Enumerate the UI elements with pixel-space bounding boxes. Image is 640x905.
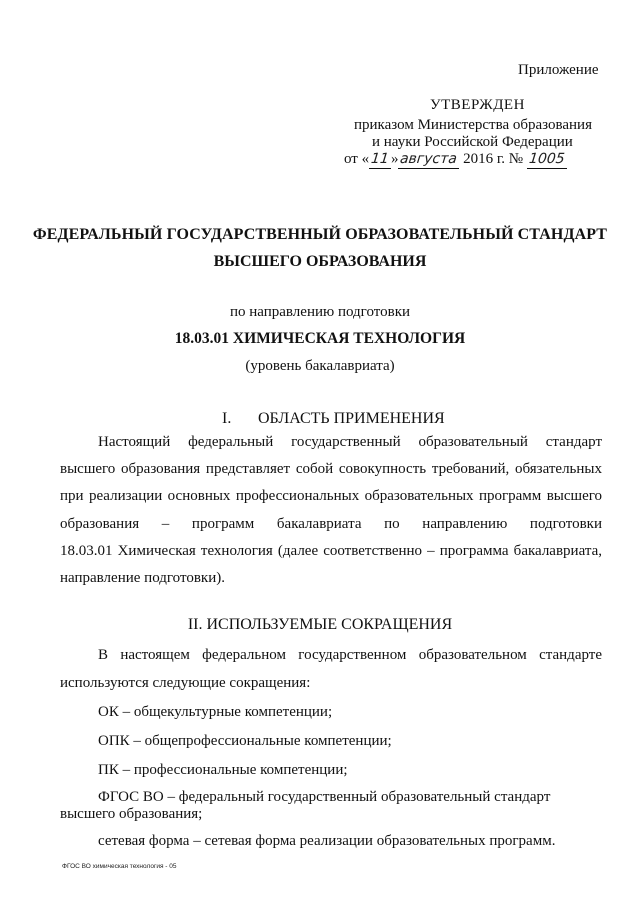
abbrev-item-fgos-cont: высшего образования; bbox=[60, 806, 203, 822]
order-date-prefix: от « bbox=[344, 151, 370, 167]
abbrev-item-opk: ОПК – общепрофессиональные компетенции; bbox=[98, 733, 392, 749]
direction-code: 18.03.01 ХИМИЧЕСКАЯ ТЕХНОЛОГИЯ bbox=[174, 330, 466, 347]
direction-label: по направлению подготовки bbox=[229, 304, 411, 320]
order-line-2: и науки Российской Федерации bbox=[372, 134, 573, 150]
order-month-field bbox=[398, 151, 459, 169]
education-level: (уровень бакалавриата) bbox=[245, 358, 395, 374]
abbrev-item-fgos: ФГОС ВО – федеральный государственный образовательный стандарт bbox=[98, 789, 551, 805]
section-1-title: ОБЛАСТЬ ПРИМЕНЕНИЯ bbox=[258, 410, 445, 427]
order-line-1: приказом Министерства образования bbox=[354, 117, 592, 133]
section-1-line-6: направление подготовки). bbox=[60, 570, 225, 586]
section-1-line-5: 18.03.01 Химическая технология (далее соответственно – программа бакалавриата, bbox=[60, 543, 602, 559]
appendix-label: Приложение bbox=[518, 62, 599, 78]
order-year: 2016 г. № bbox=[463, 151, 524, 167]
order-day-field bbox=[369, 151, 391, 169]
document-title-line-2: ВЫСШЕГО ОБРАЗОВАНИЯ bbox=[213, 253, 427, 270]
section-1-line-4: образования – программ бакалавриата по направлению подготовки bbox=[60, 516, 602, 532]
section-1-number: I. bbox=[222, 410, 232, 427]
section-1-line-3: при реализации основных профессиональных образовательных программ высшего bbox=[60, 488, 602, 504]
section-1-heading bbox=[222, 410, 445, 428]
section-1-line-1: Настоящий федеральный государственный образовательный стандарт bbox=[98, 434, 602, 450]
abbrev-item-ok: ОК – общекультурные компетенции; bbox=[98, 704, 333, 720]
document-title-line-1: ФЕДЕРАЛЬНЫЙ ГОСУДАРСТВЕННЫЙ ОБРАЗОВАТЕЛЬНЫЙ СТАНДАРТ bbox=[32, 226, 608, 243]
order-date-mid: » bbox=[390, 151, 399, 167]
order-day-handwritten: 11 bbox=[370, 151, 390, 167]
approved-label: УТВЕРЖДЕН bbox=[430, 97, 525, 113]
section-2-intro-line-1: В настоящем федеральном государственном образовательном стандарте bbox=[98, 647, 602, 663]
section-1-line-2: высшего образования представляет собой совокупность требований, обязательных bbox=[60, 461, 602, 477]
order-date-line bbox=[344, 151, 567, 169]
section-2-intro-line-2: используются следующие сокращения: bbox=[60, 675, 311, 691]
order-number-field bbox=[527, 151, 567, 169]
abbrev-item-pk: ПК – профессиональные компетенции; bbox=[98, 762, 348, 778]
order-number-handwritten: 1005 bbox=[528, 151, 566, 167]
page-footer: ФГОС ВО химическая технология - 05 bbox=[62, 863, 177, 870]
order-month-handwritten: августа bbox=[399, 151, 459, 167]
abbrev-item-network: сетевая форма – сетевая форма реализации образовательных программ. bbox=[98, 833, 556, 849]
section-2-heading: II. ИСПОЛЬЗУЕМЫЕ СОКРАЩЕНИЯ bbox=[187, 616, 453, 633]
